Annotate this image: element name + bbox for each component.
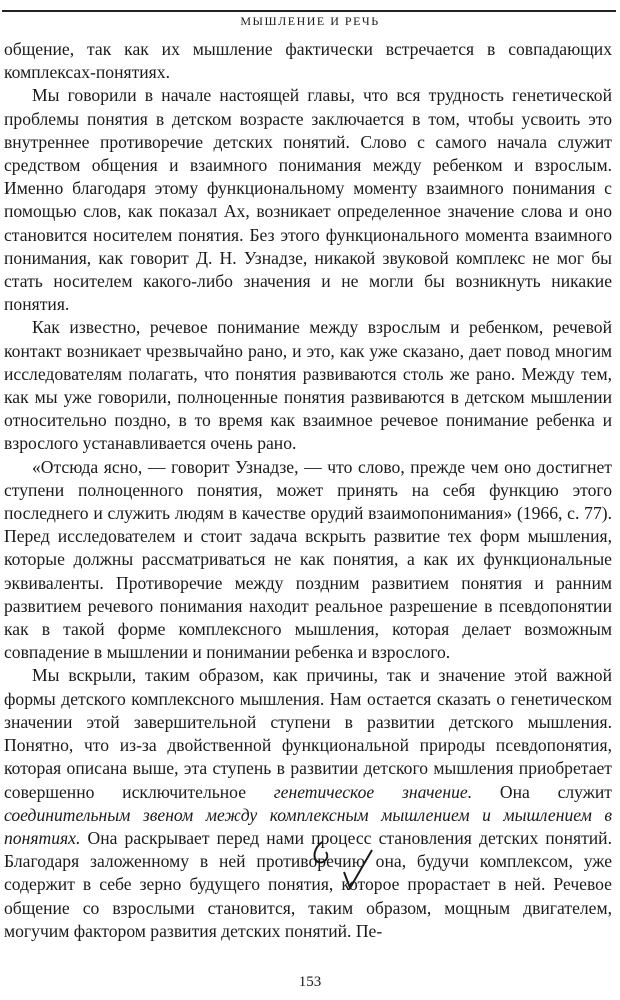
paragraph-continuation: общение, так как их мышление фактически встречается в совпадающих комплексах-понятиях.	[4, 39, 612, 83]
text-run: Она служит	[472, 781, 612, 802]
page-number: 153	[298, 974, 322, 990]
header-rule	[2, 10, 616, 12]
paragraph-last	[4, 664, 612, 942]
italic-phrase: генетическое значение.	[273, 781, 473, 802]
body-text	[4, 38, 612, 943]
italic-phrase: соединительным звеном между комплексным мышлением и мышлением в понятиях.	[4, 804, 612, 848]
paragraph: Как известно, речевое понимание между взрослым и ребенком, речевой контакт возникает чрезвычайно рано, и это, как уже сказано, дает повод многим исследователям полагать, что понятия развиваются столь же рано. Между тем, как мы уже говорили, полноценные понятия развиваются в детском мышлении относительно поздно, в то время как взаимное речевое понимание ребенка и взрослого устанавливается очень рано.	[4, 317, 612, 454]
paragraph-quote: «Отсюда ясно, — говорит Узнадзе, — что слово, прежде чем оно достигнет ступени полноценного понятия, может принять на себя функцию этого последнего и служить людям в качестве орудий взаимопонимания» (1966, с. 77). Перед исследователем и стоит задача вскрыть развитие тех форм мышления, которые должны рассматриваться не как понятия, а как их функциональные эквиваленты. Противоречие между поздним развитием понятия и ранним развитием речевого понимания находит реальное разрешение в псевдопонятии как в такой форме комплексного мышления, которая делает возможным совпадение в мышлении и понимании ребенка и взрослого.	[4, 456, 612, 663]
text-run: Она раскрывает перед нами процесс становления детских понятий. Благодаря заложенному в ней противоречию она, будучи комплексом, уже содержит в себе зерно будущего понятия, которое прорастает в ней. Речевое общение со взрослыми становится, таким образом, мощным двигателем, могучим фактором развития детских понятий. Пе-	[4, 827, 612, 941]
running-title: МЫШЛЕНИЕ И РЕЧЬ	[240, 14, 380, 28]
paragraph: Мы говорили в начале настоящей главы, что вся трудность генетической проблемы понятия в детском возрасте заключается в том, чтобы усвоить это внутреннее противоречие детских понятий. Слово с самого начала служит средством общения и взаимного понимания между ребенком и взрослым. Именно благодаря этому функциональному моменту взаимного понимания с помощью слов, как показал Ах, возникает определенное значение слова и оно становится носителем понятия. Без этого функционального момента взаимного понимания, как говорит Д. Н. Узнадзе, никакой звуковой комплекс не мог бы стать носителем какого-либо значения и не могли бы возникнуть никакие понятия.	[4, 85, 612, 315]
text-run: Мы вскрыли, таким образом, как причины, так и значение этой важной формы детского комплексного мышления. Нам остается сказать о генетическом значении этой завершительной ступени в развитии детского мышления. Понятно, что из-за двойственной функциональной природы псевдопонятия, которая описана выше, эта ступень в развитии детского мышления приобретает совершенно исключительное	[4, 665, 612, 802]
